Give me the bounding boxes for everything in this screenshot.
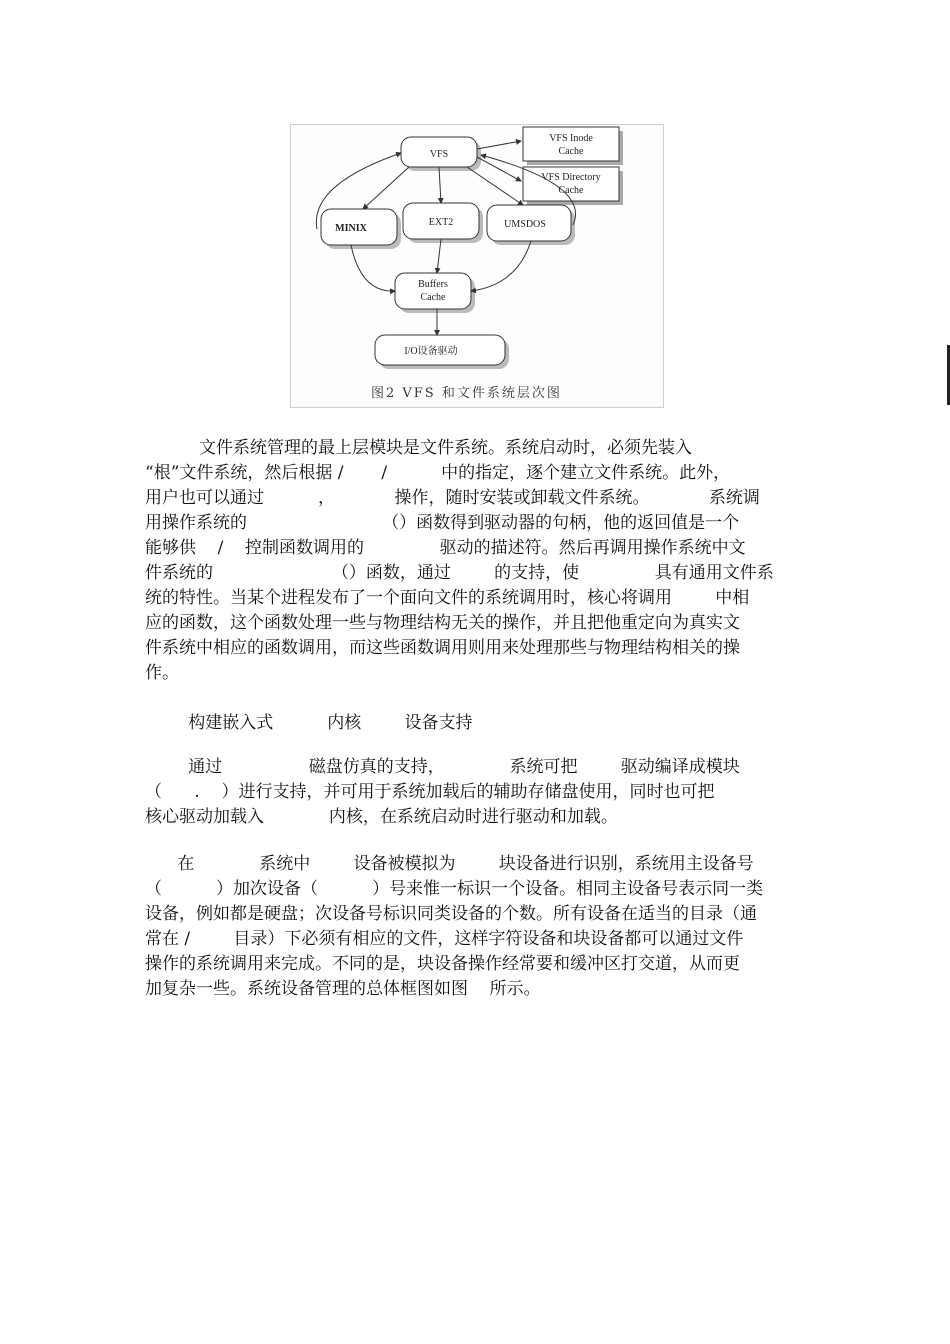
text-line: 操作的系统调用来完成。不同的是，块设备操作经常要和缓冲区打交道，从而更 (145, 954, 740, 974)
text-line: 统的特性。当某个进程发布了一个面向文件的系统调用时，核心将调用 中相 (145, 588, 750, 608)
text-line: 常在 / 目录）下必须有相应的文件，这样字符设备和块设备都可以通过文件 (145, 929, 744, 949)
text-line: 件系统的 （）函数，通过 的支持，使 具有通用文件系 (145, 563, 774, 583)
vfs-label: VFS (429, 149, 449, 160)
dir-cache-label-2: Cache (558, 185, 584, 196)
paragraph-device-management (145, 852, 810, 1002)
text-line: （ . ）进行支持，并可用于系统加载后的辅助存储盘使用，同时也可把 (145, 782, 715, 802)
text-line: “根”文件系统，然后根据 / / 中的指定，逐个建立文件系统。此外， (145, 463, 731, 483)
dir-cache-label-1: VFS Directory (541, 172, 601, 183)
inode-cache-label-1: VFS Inode (549, 133, 593, 144)
umsdos-label: UMSDOS (504, 219, 546, 230)
inode-cache-label-2: Cache (558, 146, 584, 157)
text-line: 作。 (145, 663, 179, 683)
text-line: （ ）加次设备（ ）号来惟一标识一个设备。相同主设备号表示同一类 (145, 879, 764, 899)
ext2-label: EXT2 (428, 217, 454, 228)
text-line: 用户也可以通过 ， 操作，随时安装或卸载文件系统。 系统调 (145, 488, 760, 508)
figure-diagram (291, 125, 663, 407)
minix-label: MINIX (335, 223, 367, 234)
paragraph-filesystem (145, 436, 810, 686)
text-line: 在 系统中 设备被模拟为 块设备进行识别，系统用主设备号 (145, 854, 754, 874)
text-line: 用操作系统的 （）函数得到驱动器的句柄，他的返回值是一个 (145, 513, 740, 533)
vfs-hierarchy-figure (290, 124, 664, 408)
text-line: 核心驱动加载入 内核，在系统启动时进行驱动和加载。 (145, 807, 618, 827)
figure-caption: 图2 VFS 和文件系统层次图 (371, 386, 562, 401)
section-heading: 构建嵌入式 内核 设备支持 (145, 713, 473, 733)
paragraph-ramdisk (145, 755, 810, 830)
text-line: 加复杂一些。系统设备管理的总体框图如图 所示。 (145, 979, 541, 999)
text-line: 文件系统管理的最上层模块是文件系统。系统启动时，必须先装入 (145, 438, 693, 458)
text-line: 件系统中相应的函数调用，而这些函数调用则用来处理那些与物理结构相关的操 (145, 638, 740, 658)
text-line: 应的函数，这个函数处理一些与物理结构无关的操作，并且把他重定向为真实文 (145, 613, 740, 633)
io-label: I/O设备驱动 (404, 346, 458, 357)
buffers-label-2: Cache (420, 292, 446, 303)
buffers-label-1: Buffers (418, 279, 448, 290)
text-line: 能够供 / 控制函数调用的 驱动的描述符。然后再调用操作系统中文 (145, 538, 746, 558)
text-line: 设备，例如都是硬盘；次设备号标识同类设备的个数。所有设备在适当的目录（通 (145, 904, 757, 924)
text-line: 通过 磁盘仿真的支持， 系统可把 驱动编译成模块 (145, 757, 740, 777)
